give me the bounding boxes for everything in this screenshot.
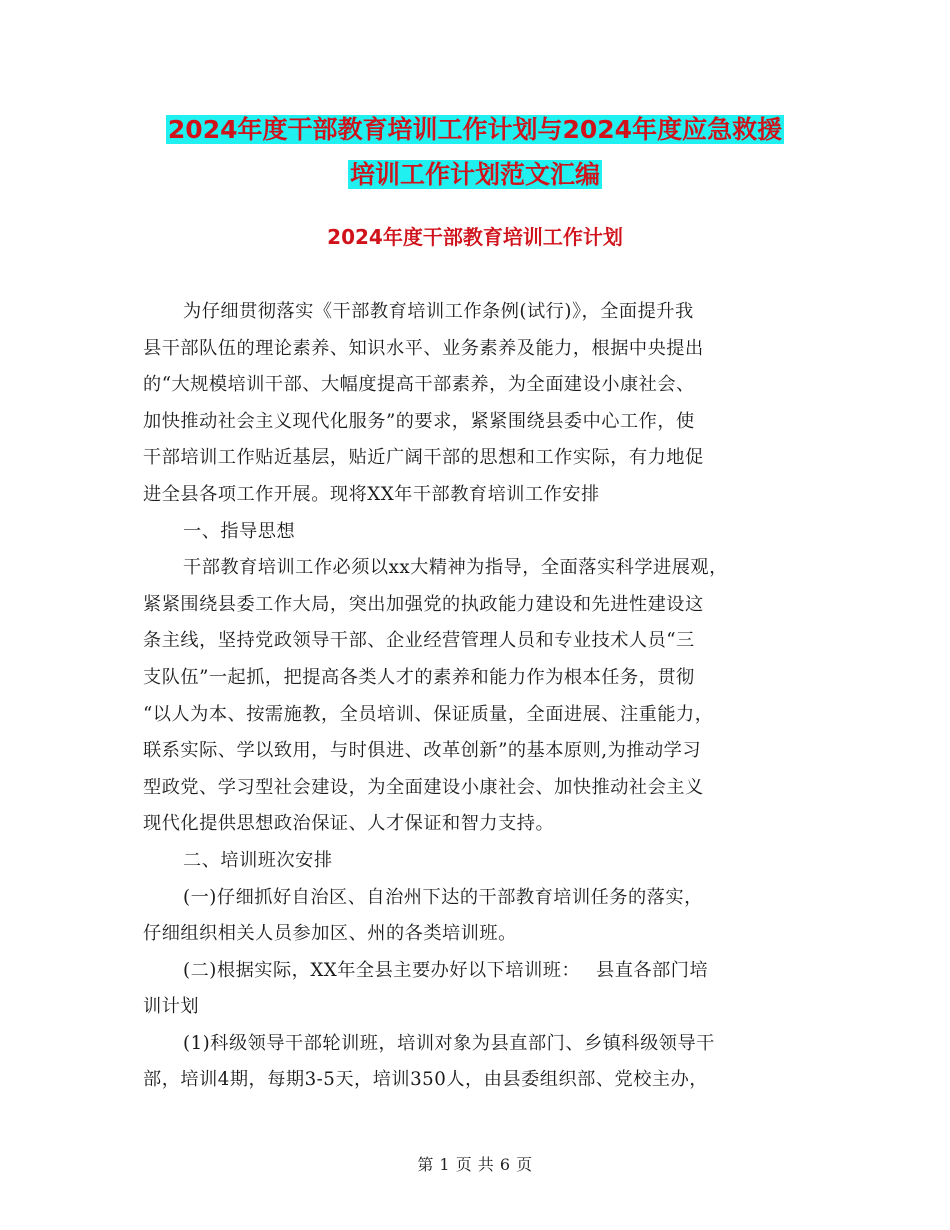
body-line: (1)科级领导干部轮训班，培训对象为县直部门、乡镇科级领导干	[183, 1032, 715, 1054]
title-highlight: 培训工作计划范文汇编	[349, 160, 600, 189]
body-line: 县干部队伍的理论素养、知识水平、业务素养及能力，根据中央提出	[143, 337, 704, 359]
body-line: 加快推动社会主义现代化服务”的要求，紧紧围绕县委中心工作，使	[143, 410, 695, 432]
body-line: (二)根据实际，XX年全县主要办好以下培训班： 县直各部门培	[183, 959, 709, 981]
body-line: 干部培训工作贴近基层，贴近广阔干部的思想和工作实际，有力地促	[143, 447, 704, 469]
body-line: 干部教育培训工作必须以xx大精神为指导，全面落实科学进展观，	[183, 557, 728, 579]
body-line: 进全县各项工作开展。现将XX年干部教育培训工作安排	[143, 483, 600, 505]
document-body	[143, 294, 811, 1099]
body-line: 现代化提供思想政治保证、人才保证和智力支持。	[143, 813, 555, 835]
body-line: 的“大规模培训干部、大幅度提高干部素养，为全面建设小康社会、	[143, 374, 695, 396]
section-heading: 一、指导思想	[183, 520, 296, 542]
page-footer: 第 1 页 共 6 页	[417, 1155, 533, 1174]
body-line: 支队伍”一起抓，把提高各类人才的素养和能力作为根本任务，贯彻	[143, 666, 695, 688]
body-line: “以人为本、按需施教，全员培训、保证质量，全面进展、注重能力，	[143, 703, 714, 725]
body-line: (一)仔细抓好自治区、自治州下达的干部教育培训任务的落实，	[183, 886, 703, 908]
body-line: 条主线，坚持党政领导干部、企业经营管理人员和专业技术人员“三	[143, 630, 695, 652]
document-title-line-1	[0, 112, 950, 148]
body-line: 为仔细贯彻落实《干部教育培训工作条例(试行)》，全面提升我	[183, 301, 694, 322]
section-heading: 二、培训班次安排	[183, 849, 333, 871]
body-line: 仔细组织相关人员参加区、州的各类培训班。	[143, 923, 517, 945]
title-highlight: 2024年度干部教育培训工作计划与2024年度应急救援	[167, 115, 783, 144]
section-title: 2024年度干部教育培训工作计划	[327, 225, 623, 249]
body-line: 紧紧围绕县委工作大局，突出加强党的执政能力建设和先进性建设这	[143, 593, 704, 615]
body-line: 联系实际、学以致用，与时俱进、改革创新”的基本原则,为推动学习	[143, 740, 702, 762]
body-line: 部，培训4期，每期3-5天，培训350人，由县委组织部、党校主办，	[143, 1069, 708, 1091]
body-line: 型政党、学习型社会建设，为全面建设小康社会、加快推动社会主义	[143, 776, 704, 798]
body-line: 训计划	[143, 996, 200, 1018]
document-title-line-2	[0, 157, 950, 193]
